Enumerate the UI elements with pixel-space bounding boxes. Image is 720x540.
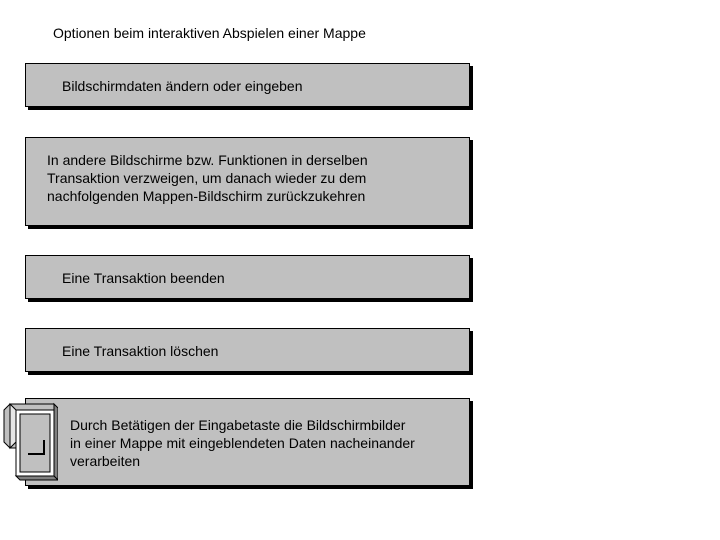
option-box-delete-transaction bbox=[25, 328, 470, 372]
option-text bbox=[62, 269, 225, 287]
option-box-enter-key-processing bbox=[25, 398, 470, 486]
enter-key-icon bbox=[2, 402, 58, 482]
option-line: in einer Mappe mit eingeblendeten Daten nacheinander bbox=[70, 435, 415, 451]
option-line: Bildschirmdaten ändern oder eingeben bbox=[62, 78, 303, 94]
option-line: Durch Betätigen der Eingabetaste die Bildschirmbilder bbox=[70, 417, 406, 433]
diagram-title: Optionen beim interaktiven Abspielen einer Mappe bbox=[53, 25, 366, 41]
option-line: In andere Bildschirme bzw. Funktionen in derselben bbox=[47, 152, 368, 168]
option-box-edit-screen-data bbox=[25, 63, 470, 107]
option-text bbox=[62, 342, 218, 360]
option-line: nachfolgenden Mappen-Bildschirm zurückzukehren bbox=[47, 188, 366, 204]
option-text bbox=[70, 416, 415, 470]
option-line: verarbeiten bbox=[70, 453, 141, 469]
option-text bbox=[62, 77, 303, 95]
option-text bbox=[47, 151, 368, 205]
option-box-branch-screens bbox=[25, 137, 470, 226]
option-line: Eine Transaktion löschen bbox=[62, 343, 219, 359]
option-box-end-transaction bbox=[25, 255, 470, 299]
option-line: Transaktion verzweigen, um danach wieder zu dem bbox=[47, 170, 367, 186]
option-line: Eine Transaktion beenden bbox=[62, 270, 225, 286]
